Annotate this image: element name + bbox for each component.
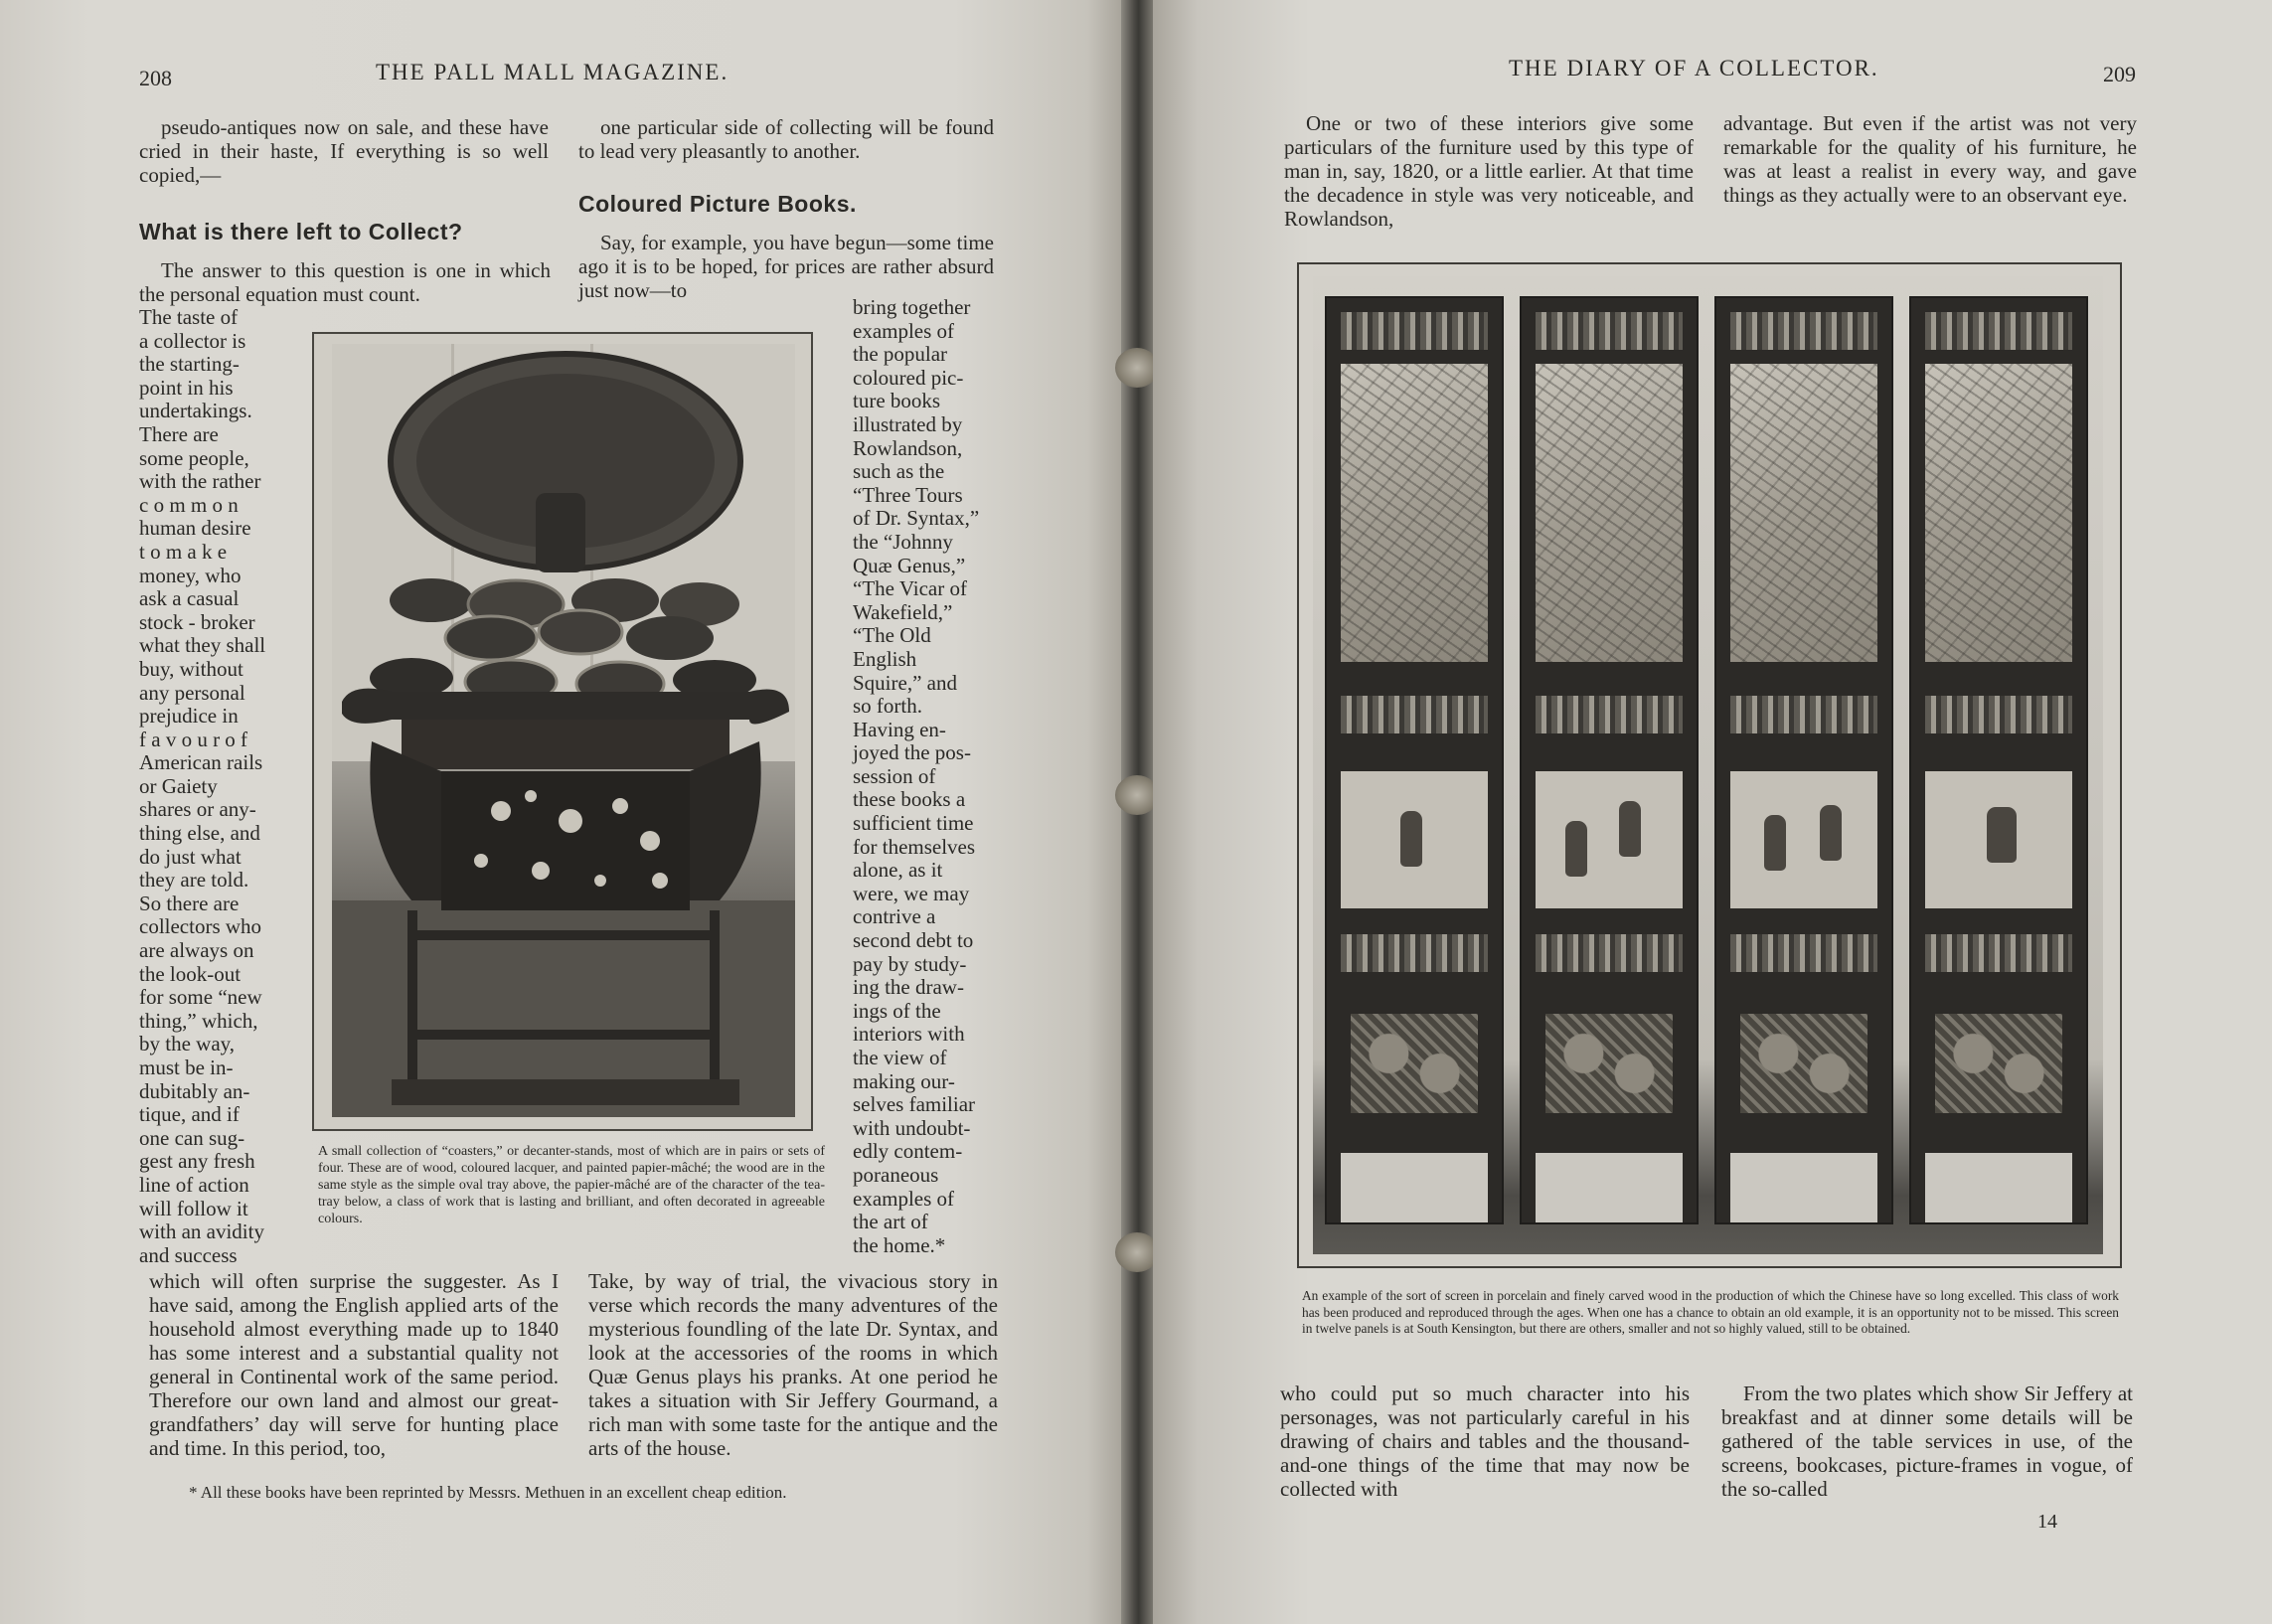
text-line: ings of the	[853, 998, 941, 1023]
text-line: “The Vicar of	[853, 576, 967, 601]
text-line: ing the draw-	[853, 975, 964, 1000]
text-line: pay by study-	[853, 951, 967, 976]
section-heading-picture-books: Coloured Picture Books.	[578, 191, 857, 217]
text-line: point in his	[139, 375, 234, 400]
text-line: making our-	[853, 1068, 955, 1093]
right-col2-bottom: From the two plates which show Sir Jeffery at breakfast and at dinner some details will be gathered of the table services in use, of the screens, bookcases, picture-frames in vogue, of the so-called	[1721, 1381, 2133, 1501]
text-line: collectors who	[139, 914, 262, 939]
text-line: f a v o u r o f	[139, 727, 248, 751]
left-page	[0, 0, 1121, 1624]
page-number-left: 208	[139, 66, 172, 90]
text-line: illustrated by	[853, 411, 963, 436]
text-line: any personal	[139, 680, 245, 705]
chinese-screen-photograph-frame	[1297, 262, 2122, 1268]
section-heading-collect: What is there left to Collect?	[139, 219, 463, 244]
text-line: English	[853, 646, 917, 671]
text-line: these books a	[853, 787, 966, 812]
left-col2-top: one particular side of collecting will be found to lead very pleasantly to another.	[578, 115, 994, 163]
text-line: so forth.	[853, 694, 922, 719]
right-col1-bottom: who could put so much character into his personages, was not particularly careful in his drawing of chairs and tables and the thousand-and-one things of the time that may now be collected with	[1280, 1381, 1690, 1501]
text-line: joyed the pos-	[853, 740, 971, 765]
text-line: the home.*	[853, 1232, 946, 1257]
text-line: for themselves	[853, 834, 976, 859]
left-col1-narrow-column	[139, 306, 284, 1267]
text-line: Having en-	[853, 717, 946, 741]
text-line: thing else, and	[139, 821, 260, 846]
text-line: were, we may	[853, 881, 970, 905]
text-line: what they shall	[139, 633, 266, 658]
text-line: for some “new	[139, 985, 262, 1010]
text-line: examples of	[853, 318, 955, 343]
text-line: There are	[139, 421, 219, 446]
chinese-screen-photo-caption: An example of the sort of screen in porcelain and finely carved wood in the production of which the Chinese have so long excelled. This class of work has been produced and reproduced through the ages. When one has a chance to obtain an old example, it is an opportunity not to be missed. This screen in twelve panels is at South Kensington, but there are others, smaller and not so highly valued, still to be obtained.	[1302, 1288, 2119, 1336]
text-line: The taste of	[139, 305, 239, 329]
text-line: contrive a	[853, 904, 936, 929]
text-line: some people,	[139, 445, 249, 470]
text-line: buy, without	[139, 656, 243, 681]
text-line: Squire,” and	[853, 670, 957, 695]
text-line: by the way,	[139, 1032, 236, 1056]
text-line: and success	[139, 1242, 238, 1267]
text-line: tique, and if	[139, 1102, 240, 1127]
screen-panel	[1909, 296, 2088, 1224]
text-line: line of action	[139, 1172, 249, 1197]
text-line: such as the	[853, 459, 945, 484]
text-line: alone, as it	[853, 858, 943, 883]
text-line: the “Johnny	[853, 529, 953, 554]
text-line: “Three Tours	[853, 482, 963, 507]
text-line: So there are	[139, 891, 240, 915]
text-line: the starting-	[139, 352, 240, 377]
text-line: ask a casual	[139, 586, 240, 611]
left-col2-bottom: Take, by way of trial, the vivacious story in verse which records the many adventures of the mysterious foundling of the late Dr. Syntax, and look at the accessories of the rooms in which Quæ Genus plays his pranks. At one period he takes a situation with Sir Jeffery Gourmand, a rich man with some taste for the antique and the arts of the house.	[588, 1269, 998, 1460]
right-page	[1153, 0, 2272, 1624]
text-line: sufficient time	[853, 811, 974, 836]
text-line: of Dr. Syntax,”	[853, 506, 980, 531]
text-line: shares or any-	[139, 797, 256, 822]
text-line: with the rather	[139, 469, 261, 494]
text-line: undertakings.	[139, 399, 252, 423]
text-line: thing,” which,	[139, 1008, 258, 1033]
chinese-screen-photograph	[1313, 276, 2103, 1254]
text-line: the art of	[853, 1210, 928, 1234]
screen-panel	[1520, 296, 1699, 1224]
text-line: do just what	[139, 844, 242, 869]
signature-mark: 14	[2037, 1511, 2057, 1533]
page-number-right: 209	[2103, 62, 2136, 86]
footnote: * All these books have been reprinted by Messrs. Methuen in an excellent cheap edition.	[189, 1483, 787, 1502]
text-line: prejudice in	[139, 704, 239, 729]
text-line: Wakefield,”	[853, 599, 953, 624]
text-line: t o m a k e	[139, 539, 228, 564]
left-col1-intro: The answer to this question is one in which the personal equation must count.	[139, 258, 551, 306]
text-line: bring together	[853, 295, 971, 319]
running-head-right: THE DIARY OF A COLLECTOR.	[1509, 56, 1879, 81]
text-line: one can sug-	[139, 1125, 245, 1150]
text-line: money, who	[139, 563, 242, 587]
text-line: with undoubt-	[853, 1115, 971, 1140]
text-line: the popular	[853, 342, 948, 367]
text-line: or Gaiety	[139, 773, 218, 798]
text-line: second debt to	[853, 928, 974, 953]
screen-panel	[1714, 296, 1893, 1224]
right-col1-top: One or two of these interiors give some particulars of the furniture used by this type of man in, say, 1820, or a little earlier. At that time the decadence in style was very noticeable, and Rowlandson,	[1284, 111, 1694, 231]
text-line: the look-out	[139, 961, 242, 986]
text-line: c o m m o n	[139, 492, 239, 517]
left-col2-intro: Say, for example, you have begun—some time ago it is to be hoped, for prices are rather absurd just now—to	[578, 231, 994, 302]
text-line: session of	[853, 763, 936, 788]
coasters-photo-caption: A small collection of “coasters,” or decanter-stands, most of which are in pairs or sets of four. These are of wood, coloured lacquer, and painted papier-mâché; the wood are in the same style as the simple oval tray above, the papier-mâché are of the character of the tea-tray below, a class of work that is lasting and brilliant, and often decorated in agreeable colours.	[318, 1144, 825, 1226]
coasters-photograph-frame	[312, 332, 813, 1131]
text-line: stock - broker	[139, 609, 255, 634]
text-line: the view of	[853, 1046, 947, 1069]
text-line: Quæ Genus,”	[853, 553, 966, 577]
coasters-table-illustration	[332, 344, 795, 1117]
text-line: they are told.	[139, 868, 249, 893]
text-line: poraneous	[853, 1162, 939, 1187]
coasters-photograph	[332, 344, 795, 1117]
text-line: interiors with	[853, 1022, 965, 1047]
left-col1-bottom: which will often surprise the suggester. As I have said, among the English applied arts of the household almost everything made up to 1840 has some interest and a substantial quality not general in Continental work of the same period. Therefore our own land and almost our great-grandfathers’ day will serve for hunting place and time. In this period, too,	[149, 1269, 559, 1460]
text-line: examples of	[853, 1186, 955, 1211]
right-col2-top: advantage. But even if the artist was not very remarkable for the quality of his furniture, he was at least a realist in every way, and gave things as they actually were to an observant eye.	[1723, 111, 2137, 207]
text-line: human desire	[139, 516, 251, 541]
running-head-left: THE PALL MALL MAGAZINE.	[376, 60, 730, 84]
text-line: dubitably an-	[139, 1078, 250, 1103]
text-line: are always on	[139, 938, 254, 963]
text-line: edly contem-	[853, 1139, 963, 1164]
text-line: must be in-	[139, 1056, 234, 1079]
text-line: with an avidity	[139, 1219, 264, 1244]
text-line: selves familiar	[853, 1092, 976, 1117]
text-line: coloured pic-	[853, 365, 964, 390]
text-line: ture books	[853, 389, 941, 413]
text-line: gest any fresh	[139, 1149, 255, 1174]
text-line: a collector is	[139, 328, 246, 353]
text-line: American rails	[139, 750, 263, 775]
left-col1-top: pseudo-antiques now on sale, and these have cried in their haste, If everything is so well copied,—	[139, 115, 549, 187]
left-col2-narrow-column	[853, 296, 998, 1257]
text-line: “The Old	[853, 623, 931, 648]
text-line: Rowlandson,	[853, 435, 963, 460]
text-line: will follow it	[139, 1196, 248, 1220]
screen-panel	[1325, 296, 1504, 1224]
